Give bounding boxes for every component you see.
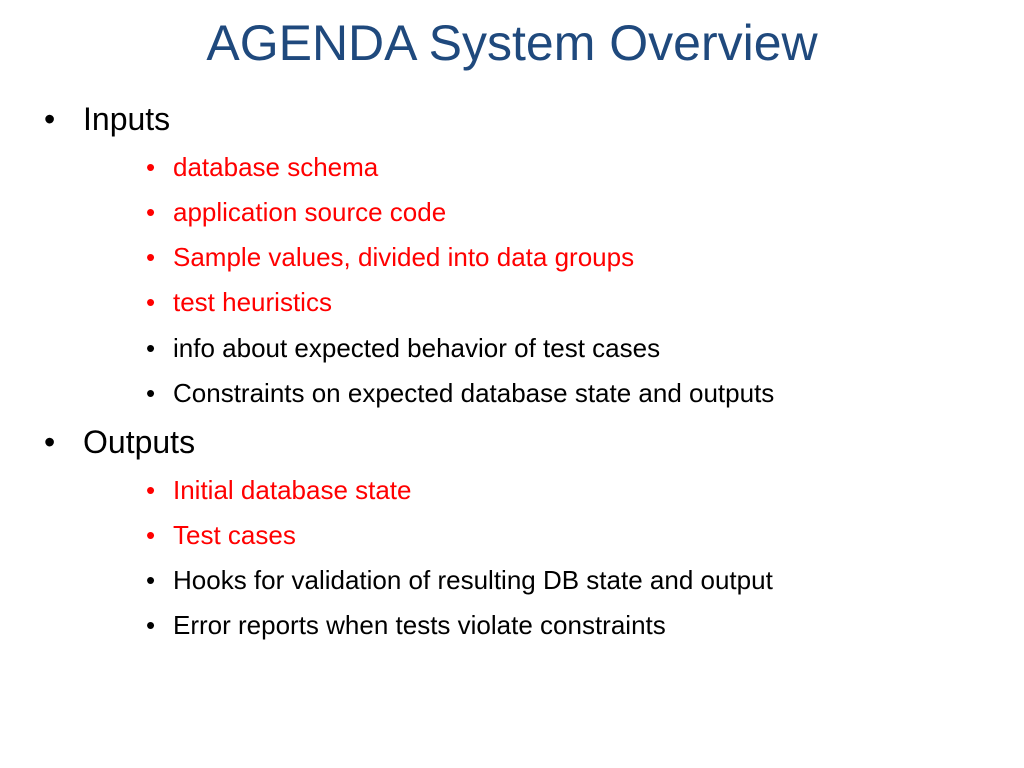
list-item-text: test heuristics [173,287,332,317]
list-item-text: Error reports when tests violate constraints [173,610,666,640]
bullet-icon: • [146,242,156,272]
bullet-icon: • [146,610,156,640]
list-item-text: Test cases [173,520,296,550]
bullet-icon: • [146,475,156,505]
list-item-text: Sample values, divided into data groups [173,242,635,272]
list-item-text: application source code [173,197,447,227]
section-label: Outputs [83,424,196,460]
list-item-text: info about expected behavior of test cases [173,333,661,363]
list-item-text: Hooks for validation of resulting DB state and output [173,565,773,595]
section-label: Inputs [83,101,171,137]
bullet-icon: • [146,333,156,363]
list-item-text: Constraints on expected database state and outputs [173,378,775,408]
bullet-icon: • [44,424,56,460]
list-item-text: database schema [173,152,379,182]
list-item-text: Initial database state [173,475,412,505]
bullet-icon: • [146,378,156,408]
bullet-icon: • [146,520,156,550]
slide-title: AGENDA System Overview [206,15,818,71]
bullet-icon: • [146,565,156,595]
bullet-icon: • [44,101,56,137]
bullet-icon: • [146,152,156,182]
bullet-icon: • [146,197,156,227]
bullet-icon: • [146,287,156,317]
